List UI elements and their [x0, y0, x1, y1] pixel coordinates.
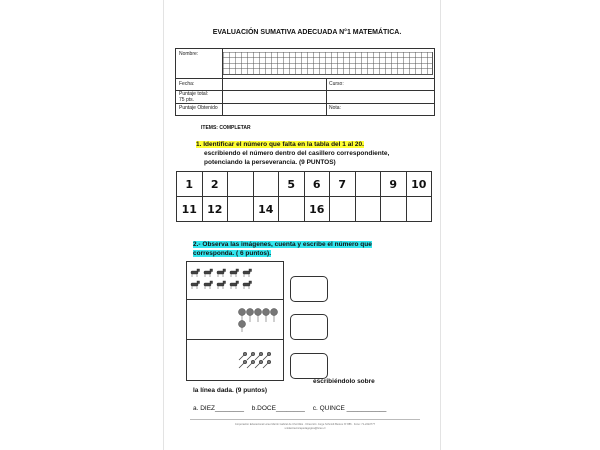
answer-box[interactable]: [290, 353, 328, 379]
footer-line1: Corporación Educacional Liceo Martín Gabriel de Chorrillos · Dirección: Jorge Schmidt Bustos Nº 886 · Fono: 71-2222777: [234, 423, 376, 426]
table-cell[interactable]: [228, 197, 254, 222]
table-cell[interactable]: [355, 172, 381, 197]
puntaje-total-value: 75 pts.: [179, 97, 195, 103]
answer-a[interactable]: a. DIEZ________: [193, 405, 244, 412]
footer-line2: unidad.tecnicapedagogica@liceo.cl: [284, 427, 326, 430]
header-divider: [176, 103, 434, 104]
counting-images-box: [186, 261, 284, 381]
table-cell[interactable]: [228, 172, 254, 197]
nota-label: Nota:: [329, 105, 341, 111]
table-cell[interactable]: [355, 197, 381, 222]
zebra-group-icon: [191, 269, 252, 289]
question-1-line2: escribiendo el número dentro del casillero correspondiente,: [204, 150, 390, 157]
table-cell[interactable]: [330, 197, 356, 222]
table-cell[interactable]: [406, 197, 432, 222]
table-cell[interactable]: 10: [406, 172, 432, 197]
table-cell[interactable]: 14: [253, 197, 279, 222]
answer-box[interactable]: [290, 314, 328, 340]
table-cell[interactable]: [381, 197, 407, 222]
header-divider: [326, 78, 327, 115]
table-cell[interactable]: [253, 172, 279, 197]
table-cell[interactable]: 9: [381, 172, 407, 197]
question-1: [196, 140, 426, 167]
tools-group-icon: [239, 352, 271, 368]
question-3-line2: la línea dada. (9 puntos): [193, 387, 268, 394]
header-divider: [176, 90, 434, 91]
table-cell[interactable]: 16: [304, 197, 330, 222]
question-3-line1: escribiéndolo sobre: [313, 378, 375, 385]
answer-box[interactable]: [290, 276, 328, 302]
nombre-label: Nombre:: [179, 51, 199, 57]
page-title: EVALUACIÓN SUMATIVA ADECUADA N°1 MATEMÁTICA.: [212, 29, 402, 36]
table-cell[interactable]: 6: [304, 172, 330, 197]
footer-divider: [190, 419, 420, 420]
header-divider: [176, 78, 434, 79]
question-1-title: 1. Identificar el número que falta en la tabla del 1 al 20.: [196, 141, 364, 148]
question-2-line2: corresponda. ( 6 puntos).: [193, 250, 272, 257]
curso-label: Curso:: [329, 81, 344, 87]
table-cell[interactable]: 2: [202, 172, 228, 197]
table-cell[interactable]: 1: [177, 172, 203, 197]
table-cell[interactable]: 5: [279, 172, 305, 197]
question-1-line3: potenciando la perseverancia. (9 PUNTOS): [204, 159, 336, 166]
answer-c[interactable]: c. QUINCE ___________: [312, 405, 387, 412]
question-2-line1: 2.- Observa las imágenes, cuenta y escribe el número que: [193, 241, 372, 248]
puntaje-obtenido-label: Puntaje Obtenido: [179, 105, 218, 111]
name-letter-grid[interactable]: [223, 52, 433, 75]
number-table: [176, 171, 432, 222]
fecha-label: Fecha:: [179, 81, 195, 87]
question-3-answers: [193, 405, 433, 412]
table-row: [177, 172, 432, 197]
table-cell[interactable]: [279, 197, 305, 222]
page-footer: [190, 423, 420, 431]
items-heading: ITEMS: COMPLETAR: [201, 125, 251, 131]
puntaje-total-label: Puntaje total:: [179, 91, 209, 97]
counting-illustrations: [187, 262, 283, 380]
table-row: [177, 197, 432, 222]
table-cell[interactable]: 7: [330, 172, 356, 197]
question-3: [193, 377, 423, 395]
table-cell[interactable]: 11: [177, 197, 203, 222]
answer-b[interactable]: b.DOCE________: [251, 405, 305, 412]
lollipop-group-icon: [239, 309, 278, 333]
question-2: [193, 240, 393, 258]
table-cell[interactable]: 12: [202, 197, 228, 222]
